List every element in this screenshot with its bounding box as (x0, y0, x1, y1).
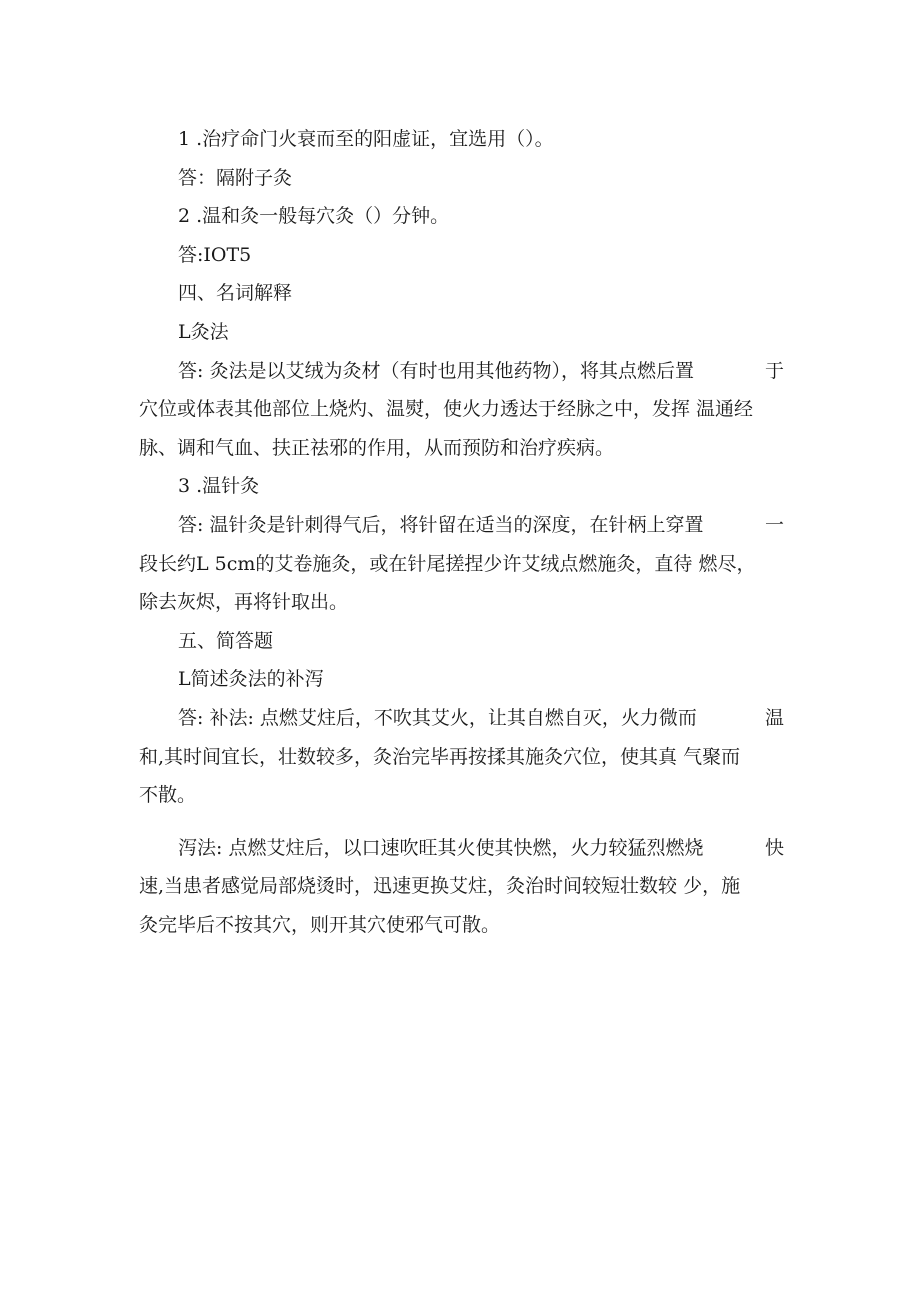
answer-line-end: 于 (764, 359, 784, 382)
answer-line: 灸完毕后不按其穴，则开其穴使邪气可散。 (139, 913, 501, 936)
question-1: 1 .治疗命门火衰而至的阳虚证，宜选用（）。 (178, 128, 554, 150)
term-moxibustion: L灸法 (178, 320, 229, 343)
answer-line-end: 温 (764, 706, 784, 729)
answer-line-end: 一 (764, 513, 784, 536)
term-warm-needle: 3 .温针灸 (178, 475, 260, 498)
section-heading-4: 四、名词解释 (178, 282, 293, 305)
term-moxibustion-answer (139, 352, 784, 468)
tonifying-method-answer (139, 699, 784, 815)
answer-line: 段长约L 5cm的艾卷施灸，或在针尾搓捏少许艾绒点燃施灸，直待 燃尽， (139, 552, 756, 575)
answer-line-end: 快 (764, 836, 784, 859)
short-question-1: L简述灸法的补泻 (178, 668, 324, 691)
answer-line: 除去灰烬，再将针取出。 (139, 591, 349, 614)
answer-line: 泻法: 点燃艾炷后，以口速吹旺其火使其快燃，火力较猛烈燃烧 (178, 836, 704, 859)
term-warm-needle-answer (139, 506, 784, 622)
answer-line: 和,其时间宜长，壮数较多，灸治完毕再按揉其施灸穴位，使其真 气聚而 (139, 745, 741, 768)
answer-line: 答: 补法: 点燃艾炷后，不吹其艾火，让其自燃自灭，火力微而 (178, 706, 697, 729)
answer-line: 速,当患者感觉局部烧烫时，迅速更换艾炷，灸治时间较短壮数较 少，施 (139, 875, 741, 898)
answer-2: 答:IOT5 (178, 243, 252, 266)
answer-line: 穴位或体表其他部位上烧灼、温熨，使火力透达于经脉之中，发挥 温通经 (139, 398, 754, 421)
answer-line: 答: 温针灸是针刺得气后，将针留在适当的深度，在针柄上穿置 (178, 513, 704, 536)
question-2: 2 .温和灸一般每穴灸（）分钟。 (178, 205, 450, 228)
reducing-method-answer (139, 829, 784, 945)
answer-1: 答：隔附子灸 (178, 166, 293, 189)
answer-line: 答: 灸法是以艾绒为灸材（有时也用其他药物），将其点燃后置 (178, 359, 694, 382)
answer-line: 不散。 (139, 784, 197, 807)
document-page (139, 120, 784, 944)
section-heading-5: 五、简答题 (178, 629, 274, 652)
answer-line: 脉、调和气血、扶正祛邪的作用，从而预防和治疗疾病。 (139, 436, 615, 459)
